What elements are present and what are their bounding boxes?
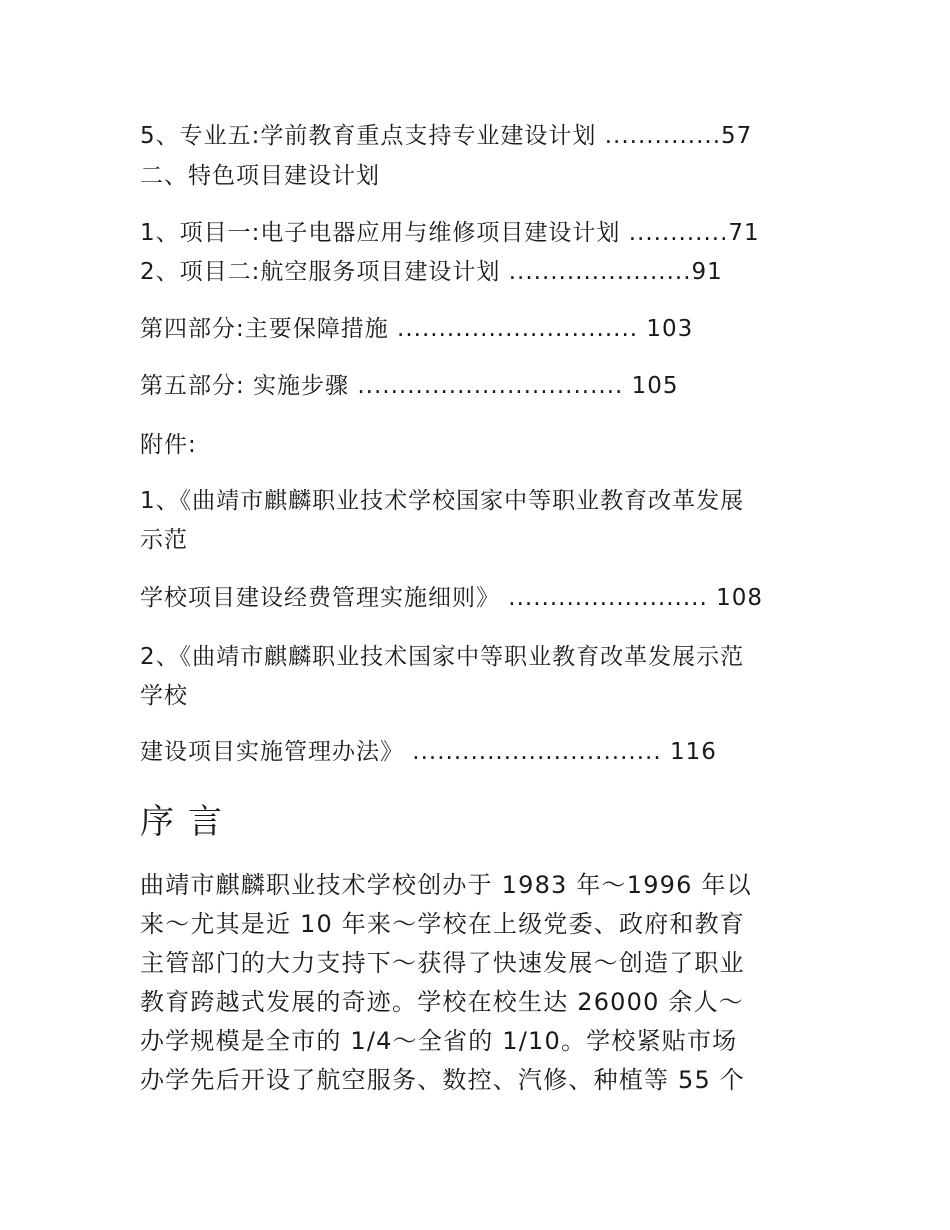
- preface-line: 办学规模是全市的 1/4～全省的 1/10。学校紧贴市场: [140, 1027, 738, 1055]
- toc-section-featured-projects: 二、特色项目建设计划: [140, 163, 380, 189]
- toc-entry-project-2: 2、项目二:航空服务项目建设计划 ......................91: [140, 259, 723, 285]
- toc-attachment-1-line-2: 示范: [140, 527, 188, 553]
- toc-attachments-label: 附件:: [140, 432, 197, 458]
- toc-attachment-2-line-3: 建设项目实施管理办法》 .............................. 116: [140, 739, 717, 765]
- preface-title: 序言: [140, 802, 236, 842]
- preface-line: 来～尤其是近 10 年来～学校在上级党委、政府和教育: [140, 910, 745, 938]
- toc-entry-part-5: 第五部分: 实施步骤 ................................ 105: [140, 373, 679, 399]
- toc-attachment-2-line-1: 2、《曲靖市麒麟职业技术国家中等职业教育改革发展示范: [140, 644, 745, 670]
- preface-line: 办学先后开设了航空服务、数控、汽修、种植等 55 个: [140, 1066, 745, 1094]
- toc-entry-major-5: 5、专业五:学前教育重点支持专业建设计划 ..............57: [140, 123, 753, 149]
- toc-attachment-1-line-1: 1、《曲靖市麒麟职业技术学校国家中等职业教育改革发展: [140, 488, 745, 514]
- preface-line: 曲靖市麒麟职业技术学校创办于 1983 年～1996 年以: [140, 871, 752, 899]
- preface-paragraph: [140, 866, 820, 1100]
- preface-line: 教育跨越式发展的奇迹。学校在校生达 26000 余人～: [140, 988, 745, 1016]
- toc-entry-project-1: 1、项目一:电子电器应用与维修项目建设计划 ............71: [140, 220, 760, 246]
- toc-entry-part-4: 第四部分:主要保障措施 ............................. 103: [140, 316, 694, 342]
- preface-line: 主管部门的大力支持下～获得了快速发展～创造了职业: [140, 949, 745, 977]
- toc-attachment-1-line-3: 学校项目建设经费管理实施细则》 ........................ 108: [140, 585, 763, 611]
- toc-attachment-2-line-2: 学校: [140, 683, 188, 709]
